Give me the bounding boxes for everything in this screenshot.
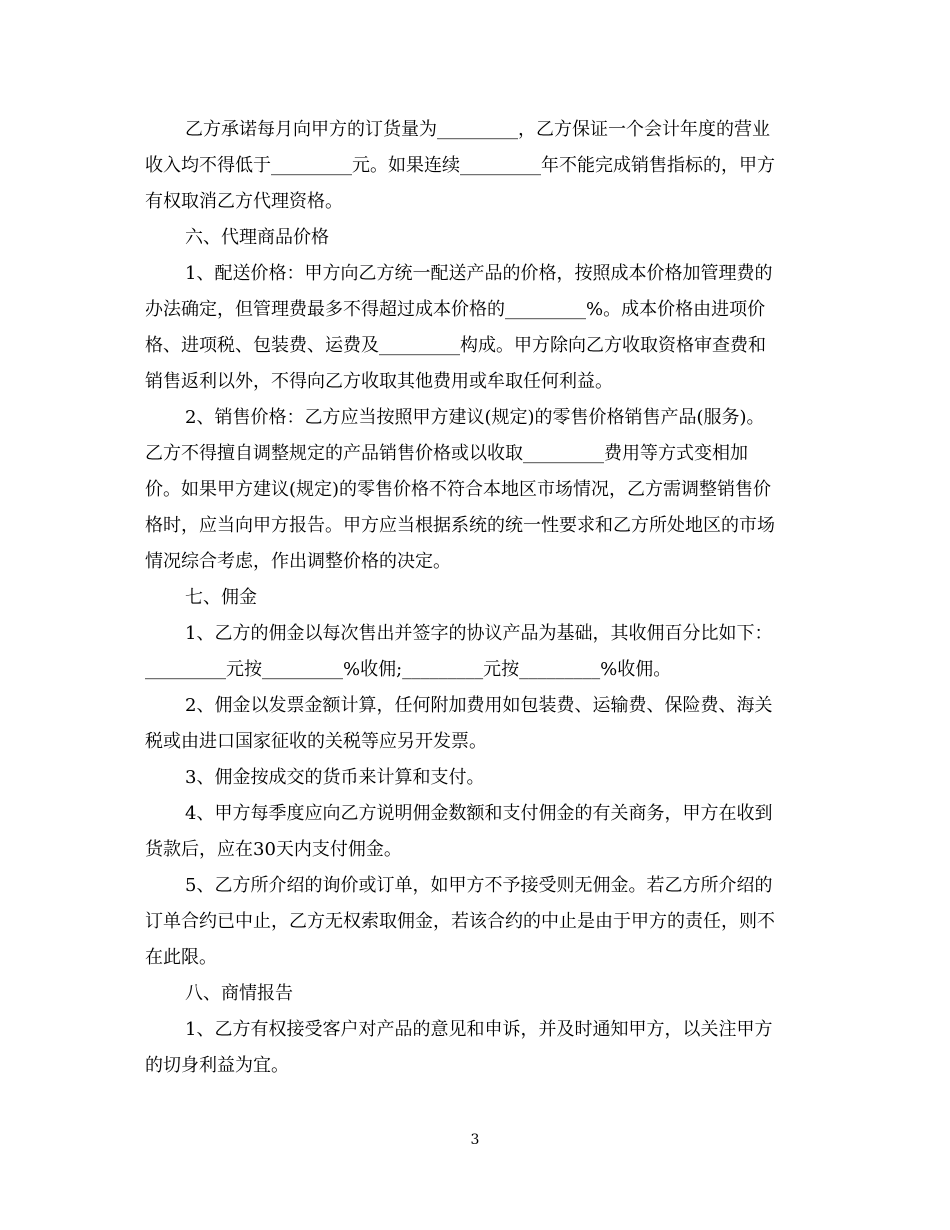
text-line: 订单合约已中止，乙方无权索取佣金，若该合约的中止是由于甲方的责任，则不 <box>145 911 775 932</box>
section-heading-7 <box>145 580 805 616</box>
paragraph-commission-rate <box>145 616 805 688</box>
paragraph-sales-price <box>145 400 805 580</box>
text-line: 有权取消乙方代理资格。 <box>145 191 343 212</box>
text-line: 乙方承诺每月向甲方的订货量为_________，乙方保证一个会计年度的营业 <box>185 119 770 140</box>
paragraph-order-volume <box>145 112 805 220</box>
text-line: 收入均不得低于_________元。如果连续_________年不能完成销售指标的，甲方 <box>145 155 775 176</box>
heading-text: 六、代理商品价格 <box>185 227 329 248</box>
paragraph-commission-payment <box>145 796 805 868</box>
text-line: 格时，应当向甲方报告。甲方应当根据系统的统一性要求和乙方所处地区的市场 <box>145 515 775 536</box>
text-line: 3、佣金按成交的货币来计算和支付。 <box>185 767 485 788</box>
text-line: 价。如果甲方建议(规定)的零售价格不符合本地区市场情况，乙方需调整销售价 <box>145 479 772 500</box>
paragraph-commission-currency <box>145 760 805 796</box>
text-line: 1、乙方的佣金以每次售出并签字的协议产品为基础，其收佣百分比如下： <box>185 623 773 644</box>
text-line: 销售返利以外，不得向乙方收取其他费用或牟取任何利益。 <box>145 371 613 392</box>
text-line: 在此限。 <box>145 947 217 968</box>
text-line: 乙方不得擅自调整规定的产品销售价格或以收取_________费用等方式变相加 <box>145 443 748 464</box>
text-line: 的切身利益为宜。 <box>145 1055 289 1076</box>
text-line: 税或由进口国家征收的关税等应另开发票。 <box>145 731 487 752</box>
paragraph-delivery-price <box>145 256 805 400</box>
heading-text: 八、商情报告 <box>185 983 293 1004</box>
section-heading-8 <box>145 976 805 1012</box>
text-line: 4、甲方每季度应向乙方说明佣金数额和支付佣金的有关商务，甲方在收到 <box>185 803 773 824</box>
paragraph-commission-exceptions <box>145 868 805 976</box>
heading-text: 七、佣金 <box>185 587 257 608</box>
document-body <box>145 112 805 1084</box>
text-line: 2、佣金以发票金额计算，任何附加费用如包装费、运输费、保险费、海关 <box>185 695 773 716</box>
text-line: 2、销售价格：乙方应当按照甲方建议(规定)的零售价格销售产品(服务)。 <box>185 407 765 428</box>
paragraph-commission-invoice <box>145 688 805 760</box>
text-line: 1、配送价格：甲方向乙方统一配送产品的价格，按照成本价格加管理费的 <box>185 263 773 284</box>
text-line: 5、乙方所介绍的询价或订单，如甲方不予接受则无佣金。若乙方所介绍的 <box>185 875 773 896</box>
text-line: 情况综合考虑，作出调整价格的决定。 <box>145 551 451 572</box>
text-line: 1、乙方有权接受客户对产品的意见和申诉，并及时通知甲方，以关注甲方 <box>185 1019 773 1040</box>
text-line: 货款后，应在30天内支付佣金。 <box>145 839 402 860</box>
section-heading-6 <box>145 220 805 256</box>
text-line: 格、进项税、包装费、运费及_________构成。甲方除向乙方收取资格审查费和 <box>145 335 766 356</box>
text-line: 办法确定，但管理费最多不得超过成本价格的_________%。成本价格由进项价 <box>145 299 766 320</box>
paragraph-market-report <box>145 1012 805 1084</box>
page-number: 3 <box>470 1132 480 1148</box>
text-line: _________元按_________%收佣;_________元按_________%收佣。 <box>145 659 672 680</box>
